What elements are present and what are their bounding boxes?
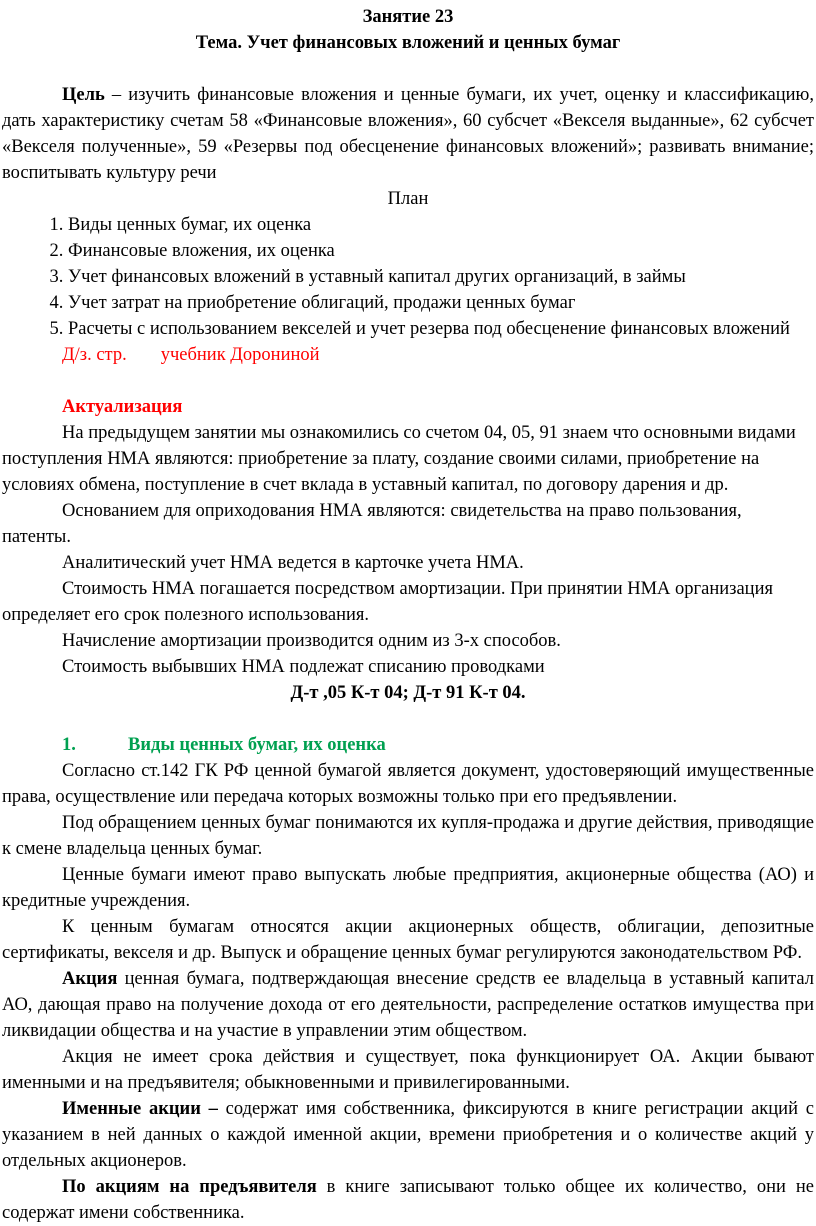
goal-label: Цель xyxy=(62,85,105,105)
spacer xyxy=(2,706,814,732)
spacer xyxy=(2,368,814,394)
term-bearer-shares: По акциям на предъявителя xyxy=(62,1177,317,1197)
homework-source: учебник Дорониной xyxy=(160,345,320,365)
section-paragraph: Ценные бумаги имеют право выпускать любые предприятия, акционерные общества (АО) и кредитные учреждения. xyxy=(2,865,814,911)
actualization-paragraph: Стоимость НМА погашается посредством амортизации. При принятии НМА организация определяет его срок полезного использования. xyxy=(2,579,773,625)
accounting-entry: Д-т ,05 К-т 04; Д-т 91 К-т 04. xyxy=(290,683,526,703)
section-number: 1. xyxy=(62,735,76,755)
plan-item: 1. Виды ценных бумаг, их оценка xyxy=(68,212,814,238)
actualization-paragraph: Стоимость выбывших НМА подлежат списанию проводками xyxy=(62,657,545,677)
section-title-text: Виды ценных бумаг, их оценка xyxy=(128,735,386,755)
section-paragraph: Согласно ст.142 ГК РФ ценной бумагой является документ, удостоверяющий имущественные права, осуществление или передача которых возможны только при его предъявлении. xyxy=(2,761,814,807)
plan-item: 4. Учет затрат на приобретение облигаций, продажи ценных бумаг xyxy=(68,290,814,316)
spacer xyxy=(2,56,814,82)
term-share: Акция xyxy=(62,969,118,989)
actualization-paragraph: Основанием для оприходования НМА являются: свидетельства на право пользования, патенты. xyxy=(2,501,742,547)
section-paragraph xyxy=(2,1096,814,1174)
section-paragraph: Акция не имеет срока действия и существует, пока функционирует ОА. Акции бывают именными и на предъявителя; обыкновенными и привилегированными. xyxy=(2,1047,814,1093)
section-paragraph xyxy=(2,1174,814,1226)
section-paragraph xyxy=(2,966,814,1044)
homework-label: Д/з. стр. xyxy=(62,345,127,365)
goal-paragraph xyxy=(2,82,814,186)
actualization-paragraph: Аналитический учет НМА ведется в карточке учета НМА. xyxy=(62,553,524,573)
lesson-number: Занятие 23 xyxy=(362,7,454,27)
plan-item: 2. Финансовые вложения, их оценка xyxy=(68,238,814,264)
lesson-topic: Тема. Учет финансовых вложений и ценных бумаг xyxy=(195,33,621,53)
section-paragraph: Под обращением ценных бумаг понимаются их купля-продажа и другие действия, приводящие к смене владельца ценных бумаг. xyxy=(2,813,814,859)
term-registered-shares: Именные акции – xyxy=(62,1099,218,1119)
plan-title: План xyxy=(387,189,429,209)
plan-list xyxy=(2,212,814,342)
actualization-paragraph: Начисление амортизации производится одним из 3-х способов. xyxy=(62,631,561,651)
homework-line xyxy=(2,342,814,368)
plan-item: 5. Расчеты с использованием векселей и учет резерва под обесценение финансовых вложений xyxy=(68,316,814,342)
section-title xyxy=(2,732,814,758)
section-paragraph: К ценным бумагам относятся акции акционерных обществ, облигации, депозитные сертификаты, векселя и др. Выпуск и обращение ценных бумаг регулируются законодательством РФ. xyxy=(2,917,814,963)
term-share-definition: ценная бумага, подтверждающая внесение средств ее владельца в уставный капитал АО, дающая право на получение дохода от его деятельности, распределение остатков имущества при ликвидации общества и на участие в управлении этим обществом. xyxy=(2,969,814,1041)
actualization-title: Актуализация xyxy=(62,397,183,417)
term-bearer-shares-definition: в книге записывают только общее их количество, они не содержат имени собственника. xyxy=(2,1177,814,1223)
goal-text: – изучить финансовые вложения и ценные бумаги, их учет, оценку и классификацию, дать характеристику счетам 58 «Финансовые вложения», 60 субсчет «Векселя выданные», 62 субсчет «Векселя полученные», 59 «Резервы под обесценение финансовых вложений»; развивать внимание; воспитывать культуру речи xyxy=(2,85,814,183)
term-registered-shares-definition: содержат имя собственника, фиксируются в книге регистрации акций с указанием в ней данных о каждой именной акции, времени приобретения и о количестве акций у отдельных акционеров. xyxy=(2,1099,814,1171)
actualization-paragraph: На предыдущем занятии мы ознакомились со счетом 04, 05, 91 знаем что основными видами поступления НМА являются: приобретение за плату, создание своими силами, приобретение на условиях обмена, поступление в счет вклада в уставный капитал, по договору дарения и др. xyxy=(2,423,796,495)
plan-item: 3. Учет финансовых вложений в уставный капитал других организаций, в займы xyxy=(68,264,814,290)
